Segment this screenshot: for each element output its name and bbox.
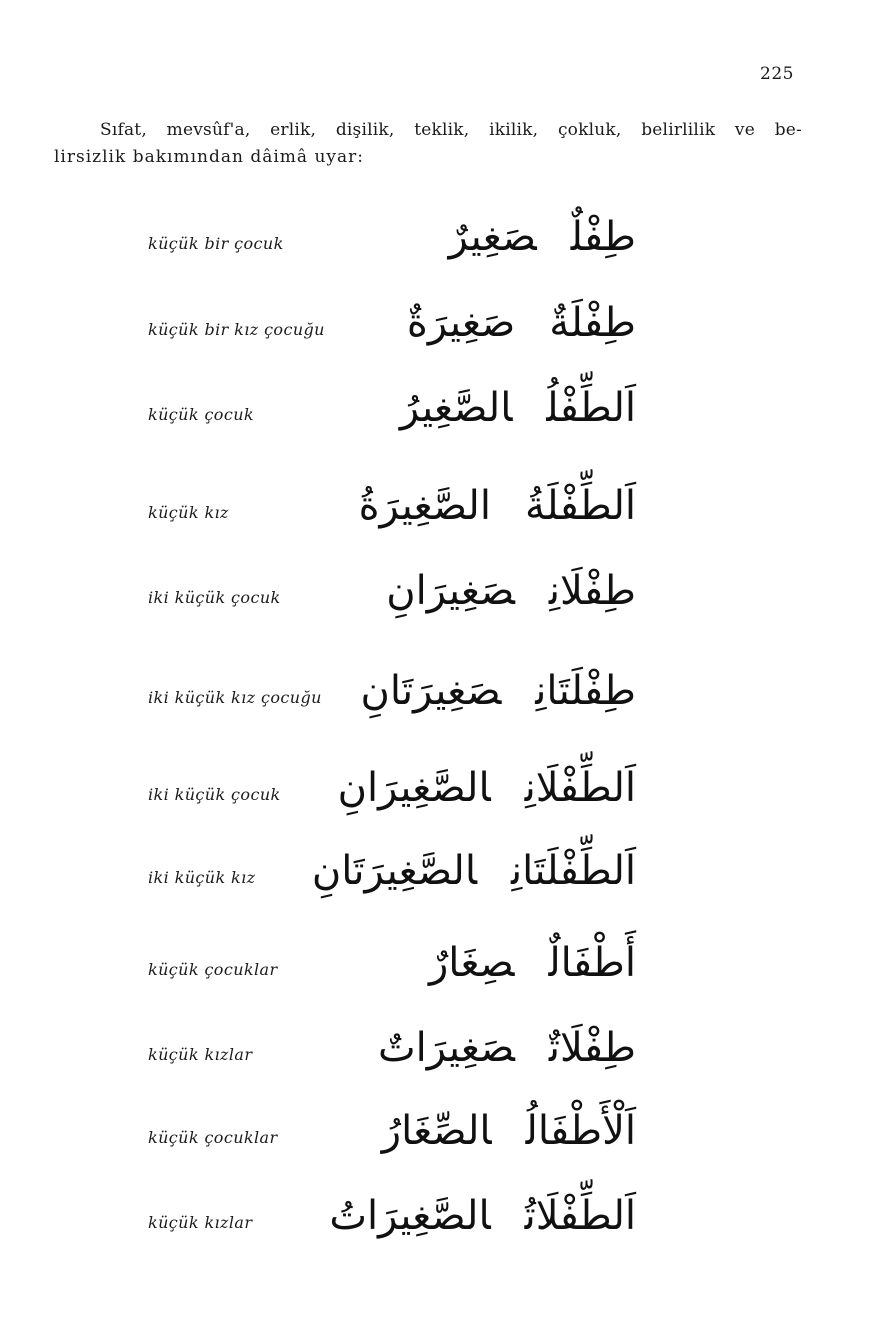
example-row-4: [0, 483, 889, 563]
arabic-adjective: الصَّغِيرَةُ: [358, 483, 491, 529]
example-arabic: [382, 1108, 636, 1154]
example-label: küçük bir kız çocuğu: [148, 320, 325, 339]
arabic-adjective: صِغَارٌ: [428, 940, 515, 986]
example-label: küçük çocuklar: [148, 1128, 278, 1147]
arabic-adjective: صَغِيرَةٌ: [406, 300, 516, 346]
example-row-1: [0, 214, 889, 294]
arabic-adjective: صَغِيرَانِ: [386, 568, 515, 614]
arabic-noun: اَلْأَطْفَالُ: [525, 1108, 636, 1154]
arabic-adjective: الصِّغَارُ: [381, 1108, 492, 1154]
example-row-3: [0, 385, 889, 465]
arabic-adjective: الصَّغِيرُ: [399, 385, 513, 431]
example-arabic: [407, 300, 636, 346]
example-label: küçük kız: [148, 503, 229, 522]
arabic-adjective: الصَّغِيرَتَانِ: [311, 848, 478, 894]
arabic-noun: اَلطِّفْلَةُ: [524, 483, 636, 529]
example-row-10: [0, 1025, 889, 1105]
arabic-noun: طِفْلَةٌ: [549, 300, 636, 346]
example-arabic: [360, 668, 636, 714]
arabic-adjective: صَغِيرٌ: [448, 214, 537, 260]
example-label: iki küçük çocuk: [148, 588, 281, 607]
example-arabic: [400, 385, 636, 431]
arabic-noun: طِفْلَانِ: [548, 568, 636, 614]
example-arabic: [329, 1193, 636, 1239]
example-arabic: [312, 848, 636, 894]
example-row-6: [0, 668, 889, 748]
example-row-9: [0, 940, 889, 1020]
example-label: küçük bir çocuk: [148, 234, 284, 253]
example-label: iki küçük kız çocuğu: [148, 688, 322, 707]
example-arabic: [449, 214, 636, 260]
example-label: küçük çocuk: [148, 405, 255, 424]
example-label: küçük kızlar: [148, 1213, 253, 1232]
example-arabic: [359, 483, 636, 529]
example-row-2: [0, 300, 889, 380]
arabic-adjective: الصَّغِيرَاتُ: [329, 1193, 491, 1239]
arabic-noun: أَطْفَالٌ: [548, 940, 636, 986]
arabic-adjective: صَغِيرَاتٌ: [378, 1025, 515, 1071]
arabic-noun: طِفْلٌ: [570, 214, 636, 260]
example-label: küçük kızlar: [148, 1045, 253, 1064]
arabic-noun: اَلطِّفْلَانِ: [524, 765, 636, 811]
example-row-11: [0, 1108, 889, 1188]
example-arabic: [429, 940, 636, 986]
arabic-noun: اَلطِّفْلَتَانِ: [511, 848, 636, 894]
arabic-noun: طِفْلَتَانِ: [535, 668, 636, 714]
example-row-12: [0, 1193, 889, 1273]
example-label: küçük çocuklar: [148, 960, 278, 979]
example-row-7: [0, 765, 889, 845]
example-arabic: [386, 568, 636, 614]
example-arabic: [338, 765, 636, 811]
arabic-adjective: الصَّغِيرَانِ: [337, 765, 491, 811]
arabic-noun: طِفْلَاتٌ: [548, 1025, 636, 1071]
intro-paragraph: [54, 117, 802, 171]
page-number: 225: [760, 64, 794, 84]
intro-line-2: lirsizlik bakımından dâimâ uyar:: [54, 147, 364, 167]
example-row-8: [0, 848, 889, 928]
arabic-noun: اَلطِّفْلَاتُ: [524, 1193, 636, 1239]
example-label: iki küçük kız: [148, 868, 256, 887]
arabic-adjective: صَغِيرَتَانِ: [360, 668, 502, 714]
arabic-noun: اَلطِّفْلُ: [546, 385, 636, 431]
example-label: iki küçük çocuk: [148, 785, 281, 804]
example-arabic: [378, 1025, 636, 1071]
example-row-5: [0, 568, 889, 648]
intro-line-1: Sıfat, mevsûf'a, erlik, dişilik, teklik, ikilik, çokluk, belirlilik ve be-: [100, 120, 802, 140]
